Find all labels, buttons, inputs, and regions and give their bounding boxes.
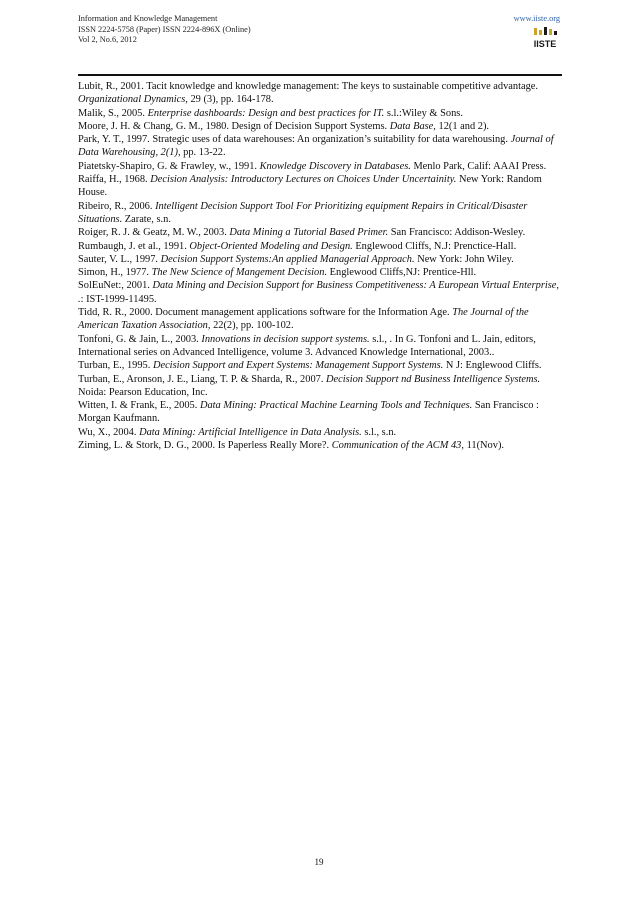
journal-url-link[interactable]: www.iiste.org bbox=[513, 14, 560, 23]
reference-text: Park, Y. T., 1997. Strategic uses of data warehouses: An organization’s suitability for data warehousing. bbox=[78, 134, 511, 146]
reference-title: Communication of the ACM 43, bbox=[331, 440, 464, 452]
reference-text: s.l.:Wiley & Sons. bbox=[384, 107, 463, 119]
reference-title: Innovations in decision support systems. bbox=[201, 333, 370, 345]
reference-item bbox=[78, 439, 564, 452]
reference-item bbox=[78, 80, 564, 107]
journal-info bbox=[78, 14, 251, 46]
reference-text: Tidd, R. R., 2000. Document management applications software for the Information Age. bbox=[78, 307, 453, 319]
reference-text: Englewood Cliffs,NJ: Prentice-Hll. bbox=[327, 267, 477, 279]
reference-text: San Francisco: Addison-Wesley. bbox=[388, 227, 526, 239]
reference-title: Intelligent Decision Support Tool For Prioritizing equipment Repairs in Critical/Disaster Situations. bbox=[78, 200, 528, 225]
reference-title: Data Mining and Decision Support for Business Competitiveness: A European Virtual Enterprise, . bbox=[78, 280, 560, 305]
reference-text: 11(Nov). bbox=[463, 440, 504, 452]
reference-item bbox=[78, 426, 564, 439]
reference-title: Enterprise dashboards: Design and best practices for IT. bbox=[147, 107, 385, 119]
reference-text: Turban, E., Aronson, J. E., Liang, T. P. & Sharda, R., 2007. bbox=[78, 373, 327, 385]
reference-item bbox=[78, 240, 564, 253]
reference-text: Piatetsky-Shapiro, G. & Frawley, w., 1991. bbox=[78, 160, 260, 172]
reference-text: Ziming, L. & Stork, D. G., 2000. Is Paperless Really More?. bbox=[78, 440, 332, 452]
reference-text: SolEuNet:, 2001. bbox=[78, 280, 153, 292]
reference-title: The Journal of the American Taxation Association, bbox=[78, 307, 529, 332]
reference-text: 29 (3), pp. 164-178. bbox=[187, 94, 274, 106]
reference-text: Noida: Pearson Education, Inc. bbox=[78, 386, 208, 398]
reference-item bbox=[78, 279, 564, 306]
journal-issn: ISSN 2224-5758 (Paper) ISSN 2224-896X (Online) bbox=[78, 24, 251, 34]
reference-text: Turban, E., 1995. bbox=[78, 360, 153, 372]
reference-title: Knowledge Discovery in Databases. bbox=[259, 160, 411, 172]
reference-title: Data Mining: Practical Machine Learning Tools and Techniques. bbox=[199, 400, 473, 412]
reference-title: Journal of Data Warehousing, 2(1), bbox=[78, 134, 554, 159]
reference-text: Lubit, R., 2001. Tacit knowledge and knowledge management: The keys to sustainable competitive advantage. bbox=[78, 81, 538, 92]
reference-item bbox=[78, 226, 564, 239]
reference-item bbox=[78, 173, 564, 200]
reference-text: 12(1 and 2). bbox=[435, 120, 490, 132]
reference-text: Zarate, s.n. bbox=[122, 213, 171, 225]
reference-text: Sauter, V. L., 1997. bbox=[78, 253, 161, 265]
reference-text: N J: Englewood Cliffs. bbox=[443, 360, 542, 372]
reference-title: Decision Analysis: Introductory Lectures on Choices Under Uncertainity. bbox=[150, 174, 457, 186]
reference-text: : IST-1999-11495. bbox=[80, 293, 157, 305]
reference-item bbox=[78, 253, 564, 266]
reference-title: The New Science of Mangement Decision. bbox=[151, 267, 328, 279]
reference-item bbox=[78, 333, 564, 360]
reference-text: San Francisco : Morgan Kaufmann. bbox=[78, 400, 539, 425]
reference-text: 22(2), pp. 100-102. bbox=[210, 320, 294, 332]
reference-text: pp. 13-22. bbox=[180, 147, 226, 159]
reference-text: Ribeiro, R., 2006. bbox=[78, 200, 156, 212]
reference-item bbox=[78, 373, 564, 400]
reference-title: Data Base, bbox=[389, 120, 436, 132]
reference-list bbox=[78, 80, 564, 452]
page-number: 19 bbox=[314, 857, 324, 867]
reference-item bbox=[78, 133, 564, 160]
iiste-logo-icon bbox=[530, 27, 560, 49]
reference-text: Wu, X., 2004. bbox=[78, 426, 140, 438]
reference-title: Object-Oriented Modeling and Design. bbox=[189, 240, 353, 252]
reference-title: Decision Support and Expert Systems: Management Support Systems. bbox=[152, 360, 444, 372]
reference-item bbox=[78, 359, 564, 372]
journal-title: Information and Knowledge Management bbox=[78, 14, 218, 23]
reference-item bbox=[78, 107, 564, 120]
reference-text: s.l., . In G. Tonfoni and L. Jain, editors, International series on Advanced Intelligence, volume 3. Advanced Knowledge International, 2003.. bbox=[78, 333, 536, 358]
reference-title: Data Mining: Artificial Intelligence in Data Analysis. bbox=[139, 426, 362, 438]
reference-text: New York: John Wiley. bbox=[414, 253, 514, 265]
reference-title: Organizational Dynamics, bbox=[78, 94, 188, 106]
reference-text: Roiger, R. J. & Geatz, M. W., 2003. bbox=[78, 227, 230, 239]
reference-item bbox=[78, 306, 564, 333]
reference-item bbox=[78, 399, 564, 426]
reference-text: Raiffa, H., 1968. bbox=[78, 174, 151, 186]
reference-item bbox=[78, 120, 564, 133]
reference-title: Decision Support Systems:An applied Managerial Approach. bbox=[160, 253, 415, 265]
header-rule bbox=[78, 74, 562, 76]
reference-title: Data Mining a Tutorial Based Primer. bbox=[229, 227, 389, 239]
reference-item bbox=[78, 200, 564, 227]
reference-item bbox=[78, 266, 564, 279]
reference-text: Tonfoni, G. & Jain, L., 2003. bbox=[78, 333, 202, 345]
reference-text: New York: Random House. bbox=[78, 174, 542, 199]
reference-text: Witten, I. & Frank, E., 2005. bbox=[78, 400, 200, 412]
journal-volume: Vol 2, No.6, 2012 bbox=[78, 35, 137, 45]
page-header bbox=[78, 14, 562, 76]
reference-text: Malik, S., 2005. bbox=[78, 107, 148, 119]
reference-text: Simon, H., 1977. bbox=[78, 267, 152, 279]
reference-item bbox=[78, 160, 564, 173]
logo-text: IISTE bbox=[533, 39, 557, 49]
reference-text: Moore, J. H. & Chang, G. M., 1980. Design of Decision Support Systems. bbox=[78, 120, 390, 132]
reference-text: Menlo Park, Calif: AAAI Press. bbox=[410, 160, 547, 172]
reference-text: Rumbaugh, J. et al., 1991. bbox=[78, 240, 190, 252]
reference-title: Decision Support nd Business Intelligence Systems. bbox=[326, 373, 541, 385]
reference-text: s.l., s.n. bbox=[361, 426, 397, 438]
reference-text: Englewood Cliffs, N.J: Prenctice-Hall. bbox=[352, 240, 517, 252]
